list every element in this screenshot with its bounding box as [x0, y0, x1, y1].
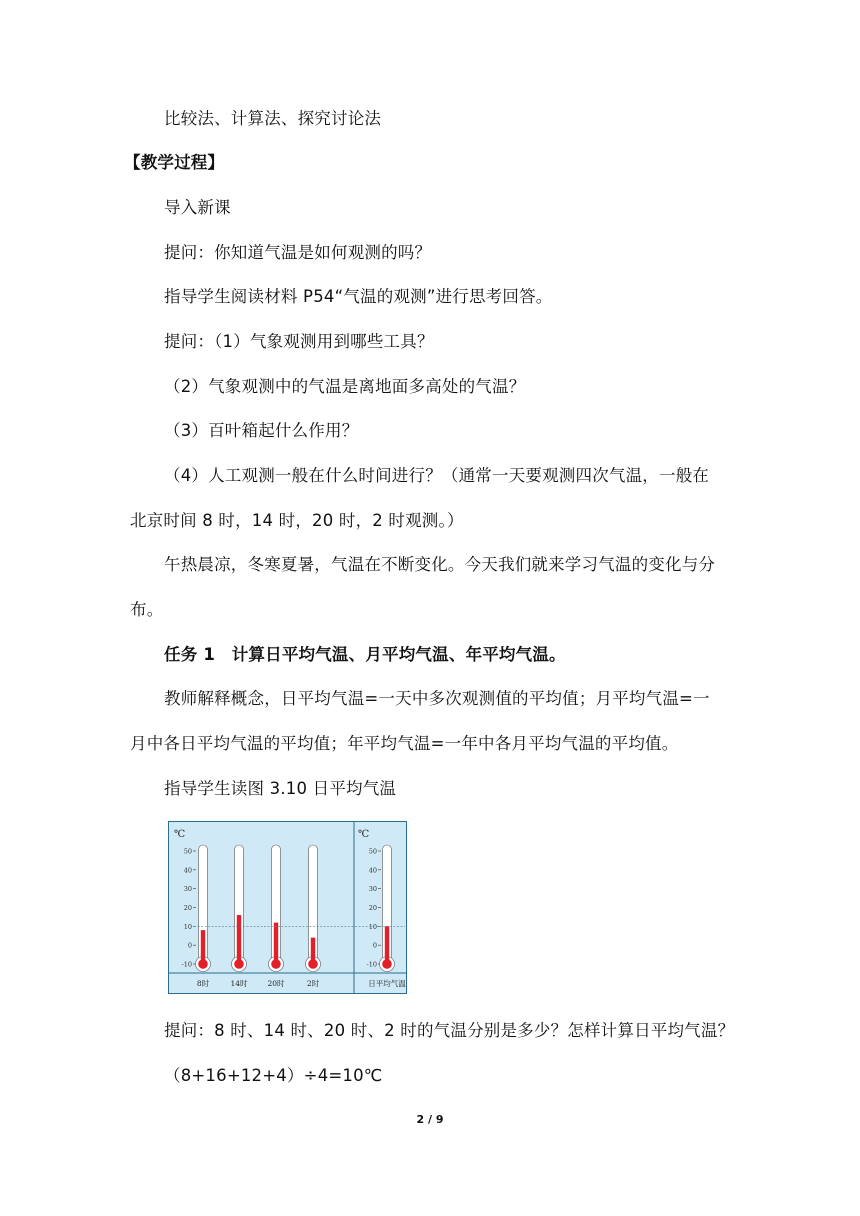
text-line-5: 指导学生阅读材料 P54“气温的观测”进行思考回答。 [164, 287, 553, 306]
y-tick-label-right-3: 20 [368, 904, 377, 912]
text-line-10: 北京时间 8 时，14 时，20 时，2 时观测。） [130, 511, 464, 530]
y-tick-label-left-6: -10 [181, 960, 192, 969]
mercury-bulb-4 [382, 959, 392, 969]
formula-line: （8+16+12+4）÷4=10℃ [164, 1066, 383, 1085]
mercury-column-4 [385, 926, 389, 964]
y-tick-label-right-2: 30 [368, 885, 377, 894]
x-label-4: 日平均气温 [368, 979, 406, 988]
y-tick-label-right-1: 40 [368, 866, 377, 875]
text-line-16: 指导学生读图 3.10 日平均气温 [164, 779, 397, 798]
y-tick-label-right-6: -10 [366, 960, 377, 969]
mercury-bulb-1 [234, 959, 244, 969]
mercury-bulb-3 [308, 959, 318, 969]
text-line-15: 月中各日平均气温的平均值；年平均气温=一年中各月平均气温的平均值。 [130, 734, 679, 753]
x-label-0: 8时 [196, 979, 210, 988]
unit-label-left: ℃ [174, 829, 186, 840]
text-line-3: 导入新课 [164, 198, 231, 217]
text-line-4: 提问：你知道气温是如何观测的吗？ [164, 243, 432, 262]
mercury-column-0 [201, 930, 205, 964]
x-label-1: 14时 [230, 979, 248, 988]
x-label-2: 20时 [267, 979, 285, 988]
page-number: 2 / 9 [416, 1113, 444, 1126]
text-line-6: 提问：（1）气象观测用到哪些工具？ [164, 332, 434, 351]
text-line-8: （3）百叶箱起什么作用？ [164, 421, 359, 440]
mercury-bulb-0 [198, 959, 208, 969]
mercury-column-2 [274, 923, 278, 964]
y-tick-label-left-2: 30 [183, 885, 192, 894]
unit-label-right: ℃ [358, 829, 370, 840]
section-heading: 【教学过程】 [124, 153, 225, 172]
text-line-17: 提问：8 时、14 时、20 时、2 时的气温分别是多少？怎样计算日平均气温？ [164, 1021, 735, 1040]
y-tick-label-right-0: 50 [368, 847, 377, 856]
text-line-12: 布。 [130, 600, 164, 619]
y-tick-label-right-4: 10 [368, 922, 377, 931]
y-tick-label-left-1: 40 [183, 866, 192, 875]
x-label-3: 2时 [306, 979, 320, 988]
text-line-11: 午热晨凉，冬寒夏暑，气温在不断变化。今天我们就来学习气温的变化与分 [164, 555, 716, 574]
text-line-9: （4）人工观测一般在什么时间进行？（通常一天要观测四次气温，一般在 [164, 466, 710, 485]
text-line-1: 比较法、计算法、探究讨论法 [164, 109, 382, 128]
y-tick-label-left-4: 10 [183, 922, 192, 931]
y-tick-label-left-5: 0 [187, 941, 192, 950]
thermometer-figure [168, 821, 408, 995]
mercury-column-1 [237, 915, 241, 964]
text-line-14: 教师解释概念，日平均气温=一天中多次观测值的平均值；月平均气温=一 [164, 689, 710, 708]
y-tick-label-left-0: 50 [183, 847, 192, 856]
mercury-bulb-2 [271, 959, 281, 969]
task-heading: 任务 1 计算日平均气温、月平均气温、年平均气温。 [164, 645, 566, 664]
y-tick-label-right-5: 0 [372, 941, 377, 950]
text-line-7: （2）气象观测中的气温是离地面多高处的气温？ [164, 377, 526, 396]
y-tick-label-left-3: 20 [183, 904, 192, 912]
